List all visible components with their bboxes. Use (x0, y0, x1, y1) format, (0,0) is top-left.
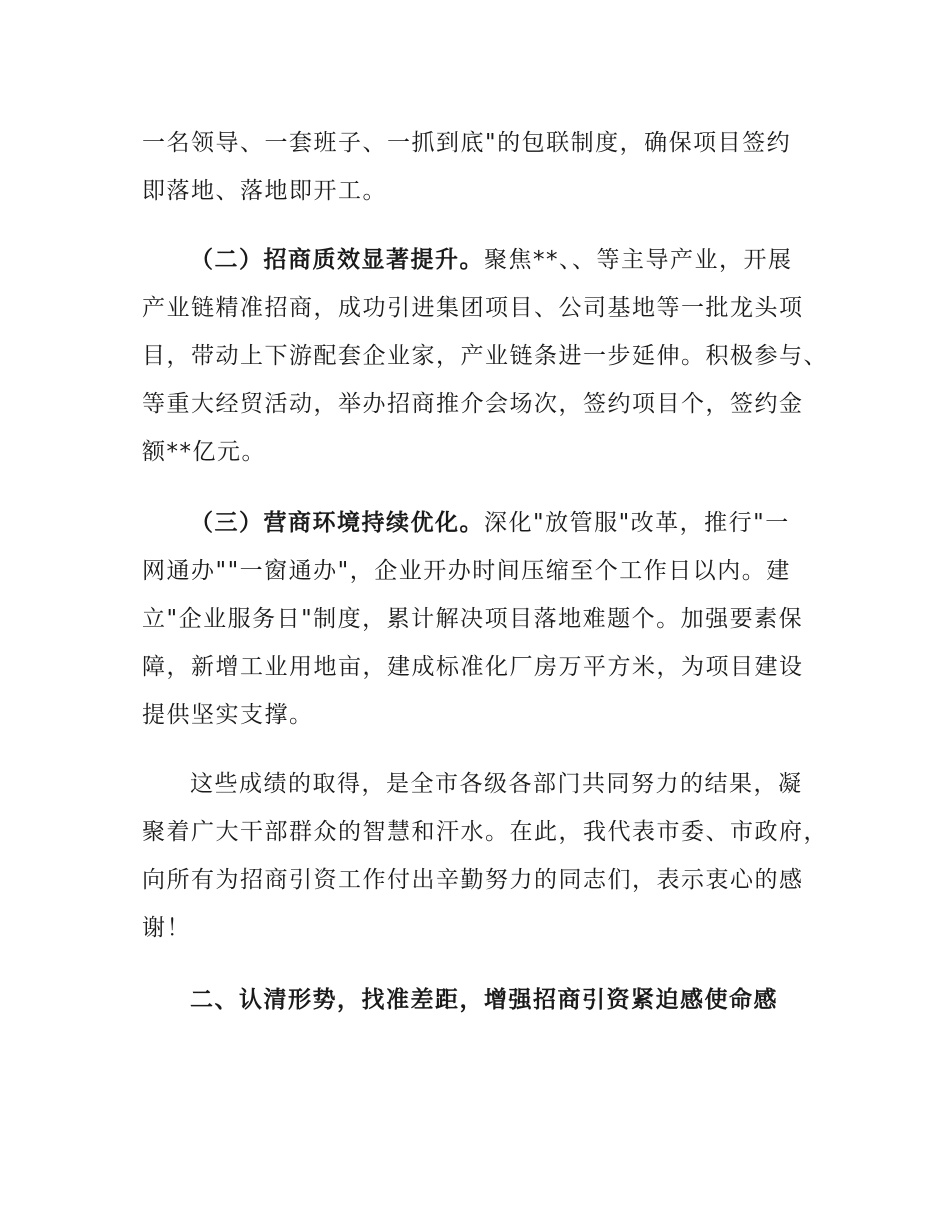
para2-line-3: 目，带动上下游配套企业家，产业链条进一步延伸。积极参与、 (142, 343, 828, 369)
section-heading: 二、认清形势，找准差距，增强招商引资紧迫感使命感 (190, 987, 778, 1013)
para1-line-2: 即落地、落地即开工。 (142, 178, 387, 204)
para4-line-2: 聚着广大干部群众的智慧和汗水。在此，我代表市委、市政府， (142, 819, 828, 845)
para3-line-3: 立"企业服务日"制度，累计解决项目落地难题个。加强要素保 (142, 606, 804, 632)
para3-heading: （三）营商环境持续优化。 (190, 510, 484, 536)
para2-line-5: 额**亿元。 (142, 439, 266, 465)
para1-line-1: 一名领导、一套班子、一抓到底"的包联制度，确保项目签约 (142, 130, 792, 156)
para2-line-4: 等重大经贸活动，举办招商推介会场次，签约项目个，签约金 (142, 391, 804, 417)
para3-line-2: 网通办""一窗通办"，企业开办时间压缩至个工作日以内。建 (142, 558, 791, 584)
para2-line-2: 产业链精准招商，成功引进集团项目、公司基地等一批龙头项 (142, 295, 804, 321)
para3-line-4: 障，新增工业用地亩，建成标准化厂房万平方米，为项目建设 (142, 654, 804, 680)
para4-line-1: 这些成绩的取得，是全市各级各部门共同努力的结果，凝 (190, 771, 803, 797)
para3-line-5: 提供坚实支撑。 (142, 702, 314, 728)
para2-first-line-rest: 聚焦**、、等主导产业，开展 (484, 247, 793, 273)
para2-line-1 (190, 244, 793, 276)
para4-line-3: 向所有为招商引资工作付出辛勤努力的同志们，表示衷心的感 (142, 867, 804, 893)
para4-line-4: 谢！ (142, 915, 191, 941)
para3-line-1 (190, 507, 790, 539)
para3-first-line-rest: 深化"放管服"改革，推行"一 (484, 510, 790, 536)
para2-heading: （二）招商质效显著提升。 (190, 247, 484, 273)
